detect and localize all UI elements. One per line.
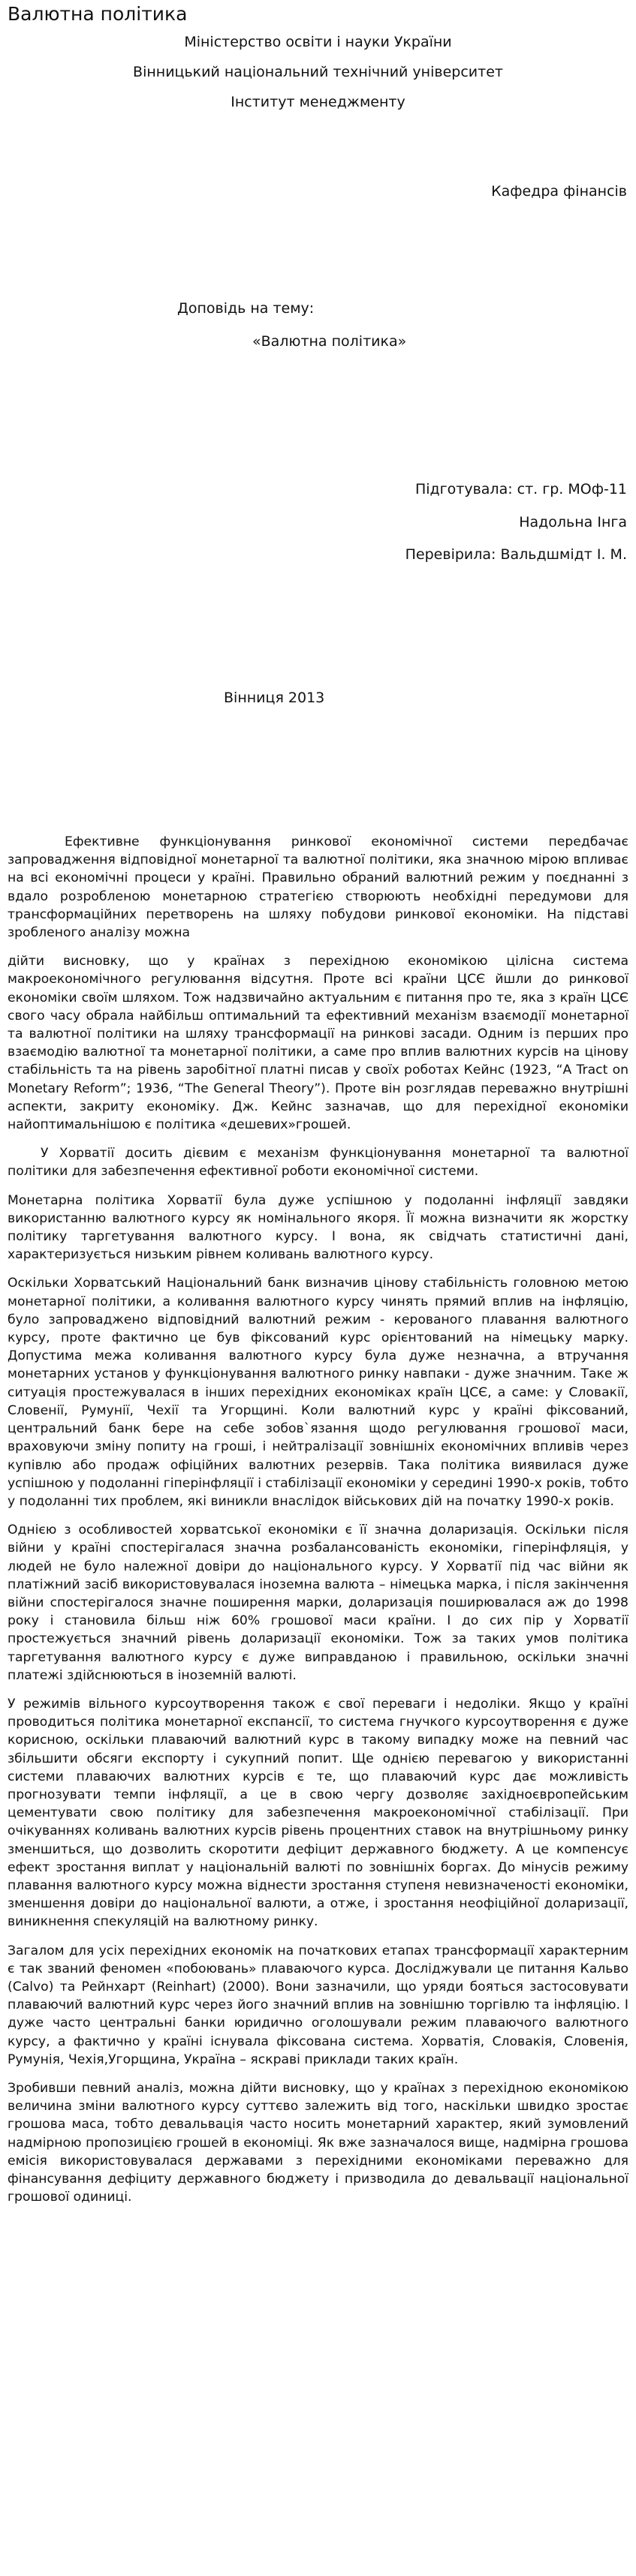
report-topic: «Валютна політика»: [252, 333, 407, 350]
paragraph: Ефективне функціонування ринкової економічної системи передбачає запровадження відповідної монетарної та валютної політики, яка значною мірою впливає на всі економічні процеси у країні. Правильно обраний валютний режим у поєднанні з вдало розробленою монетарною стратегією створюють необхідні передумови для трансформаційних перетворень на шляху побудови ринкової економіки. На підставі зробленого аналізу можна: [8, 834, 628, 941]
paragraph: У режимів вільного курсоутворення також є свої переваги і недоліки. Якщо у країні проводиться політика монетарної експансії, то система гнучкого курсоутворення є дуже корисною, оскільки плаваючий валютний курс в такому випадку може на певний час збільшити обсяги експорту і сукупний попит. Ще однією перевагою у використанні системи плаваючих валютних курсів є те, що плаваючий курс дає можливість прогнозувати темпи інфляції, а це в свою чергу дозволяє західноєвропейським цементувати свою політику для забезпечення макроекономічної стабілізації. При очікуваннях коливань валютних курсів рівень процентних ставок на внутрішньому ринку зменшиться, що дозволить скоротити дефіцит державного бюджету. А це компенсує ефект зростання виплат у національній валюті по зовнішніх боргах. До мінусів режиму плавання валютного курсу можна віднести зростання ступеня невизначеності економіки, зменшення довіри до національної валюти, а отже, і зростання неофіційної доларизації, виникнення спекуляцій на валютному ринку.: [8, 1696, 628, 1930]
paragraph: Загалом для усіх перехідних економік на початкових етапах трансформації характерним є так званий феномен «побоювань» плаваючого курса. Досліджували це питання Кальво (Calvo) та Рейнхарт (Reinhart) (2000). Вони зазначили, що уряди бояться застосовувати плаваючий валютний курс через його значний вплив на зовнішню торгівлю та інфляцію. І дуже часто центральні банки юридично оголошували режим плаваючого валютного курсу, а фактично у країні існувала фіксована система. Хорватія, Словакія, Словенія, Румунія, Чехія,Угорщина, Україна – яскраві приклади таких країн.: [8, 1943, 628, 2067]
paragraph: У Хорватії досить дієвим є механізм функціонування монетарної та валютної політики для забезпечення ефективної роботи економічної системи.: [8, 1146, 628, 1180]
report-intro: Доповідь на тему:: [177, 300, 315, 317]
checked-by: Перевірила: Вальдшмідт І. М.: [405, 546, 627, 563]
student-name: Надольна Інга: [519, 514, 627, 531]
department-line: Кафедра фінансів: [491, 183, 627, 200]
prepared-by: Підготувала: ст. гр. МОф-11: [414, 481, 627, 497]
ministry-line: Міністерство освіти і науки України: [184, 34, 452, 50]
city-year: Вінниця 2013: [224, 690, 325, 706]
paragraph: дійти висновку, що у країнах з перехідною економікою цілісна система макроекономічного регулювання відсутня. Проте всі країни ЦСЄ йшли до ринкової економіки своїм шляхом. Тож надзвичайно актуальним є питання про те, яка з країн ЦСЄ свого часу обрала найбільш оптимальний та ефективний механізм взаємодії монетарної та валютної політики на шляху трансформації на ринкові засади. Одним із перших про взаємодію валютної та монетарної політики, а саме про вплив валютних курсів на цінову стабільність та на рівень заробітної платні писав у своїх роботах Кейнс (1923, “A Tract on Monetary Reform”; 1936, “The General Theory”). Проте він розглядав переважно внутрішні аспекти, закриту економіку. Дж. Кейнс зазначав, що для перехідної економіки найоптимальнішою є політика «дешевих»грошей.: [8, 954, 628, 1133]
document-title: Валютна політика: [8, 3, 188, 25]
paragraph: Зробивши певний аналіз, можна дійти висновку, що у країнах з перехідною економікою величина зміни валютного курсу суттєво залежить від того, наскільки швидко зростає грошова маса, тобто девальвація часто носить монетарний характер, який зумовлений надмірною пропозицією грошей в економіці. Як вже зазначалося вище, надмірна грошова емісія використовувалася державами з перехідними економіками переважно для фінансування дефіциту державного бюджету і призводила до девальвації національної грошової одиниці.: [8, 2081, 628, 2205]
institute-line: Інститут менеджменту: [231, 94, 405, 110]
university-line: Вінницький національний технічний університет: [133, 64, 503, 80]
paragraph: Оскільки Хорватський Національний банк визначив цінову стабільність головною метою монетарної політики, а коливання валютного курсу чинять прямий вплив на інфляцію, було запроваджено відповідний валютний режим - керованого плавання валютного курсу, проте фактично це був фіксований курс орієнтований на німецьку марку. Допустима межа коливання валютного курсу була дуже незначна, а втручання монетарних установ у функціонування валютного ринку навпаки - дуже значним. Таке ж ситуація простежувалася в інших перехідних економіках країн ЦСЄ, а саме: у Словакії, Словенії, Румунії, Чехії та Угорщині. Коли валютний курс у країні фіксований, центральний банк бере на себе зобов`язання щодо регулювання грошової маси, враховуючи зміну попиту на гроші, і нейтралізації зовнішніх економічних впливів через купівлю або продаж офіційних валютних резервів. Така політика виявилася дуже успішною у подоланні гіперінфляції і стабілізації економіки у середині 1990-х років, тобто у подоланні тих проблем, які виникли внаслідок військових дій на початку 1990-х років.: [8, 1276, 628, 1509]
paragraph: Монетарна політика Хорватії була дуже успішною у подоланні інфляції завдяки використанню валютного курсу як номінального якоря. Її можна визначити як жорстку політику таргетування валютного курсу. І вона, як свідчать статистичні дані, характеризується низьким рівнем коливань валютного курсу.: [8, 1192, 628, 1263]
document-body: [8, 833, 628, 2217]
paragraph: Однією з особливостей хорватської економіки є її значна доларизація. Оскільки після війни у країні спостерігалася значна розбалансованість економіки, гіперінфляція, у людей не було належної довіри до національного курсу. У Хорватії під час війни як платіжний засіб використовувалася іноземна валюта – німецька марка, і після закінчення війни спостерігалося значне поширення марки, доларизація поширювалася аж до 1998 року і становила більш ніж 60% грошової маси країни. І до сих пір у Хорватії простежується значний рівень доларизації економіки. Тож за таких умов політика таргетування валютного курсу є дуже виправданою і правильною, оскільки значні платежі здійснюються в іноземній валюті.: [8, 1522, 628, 1683]
